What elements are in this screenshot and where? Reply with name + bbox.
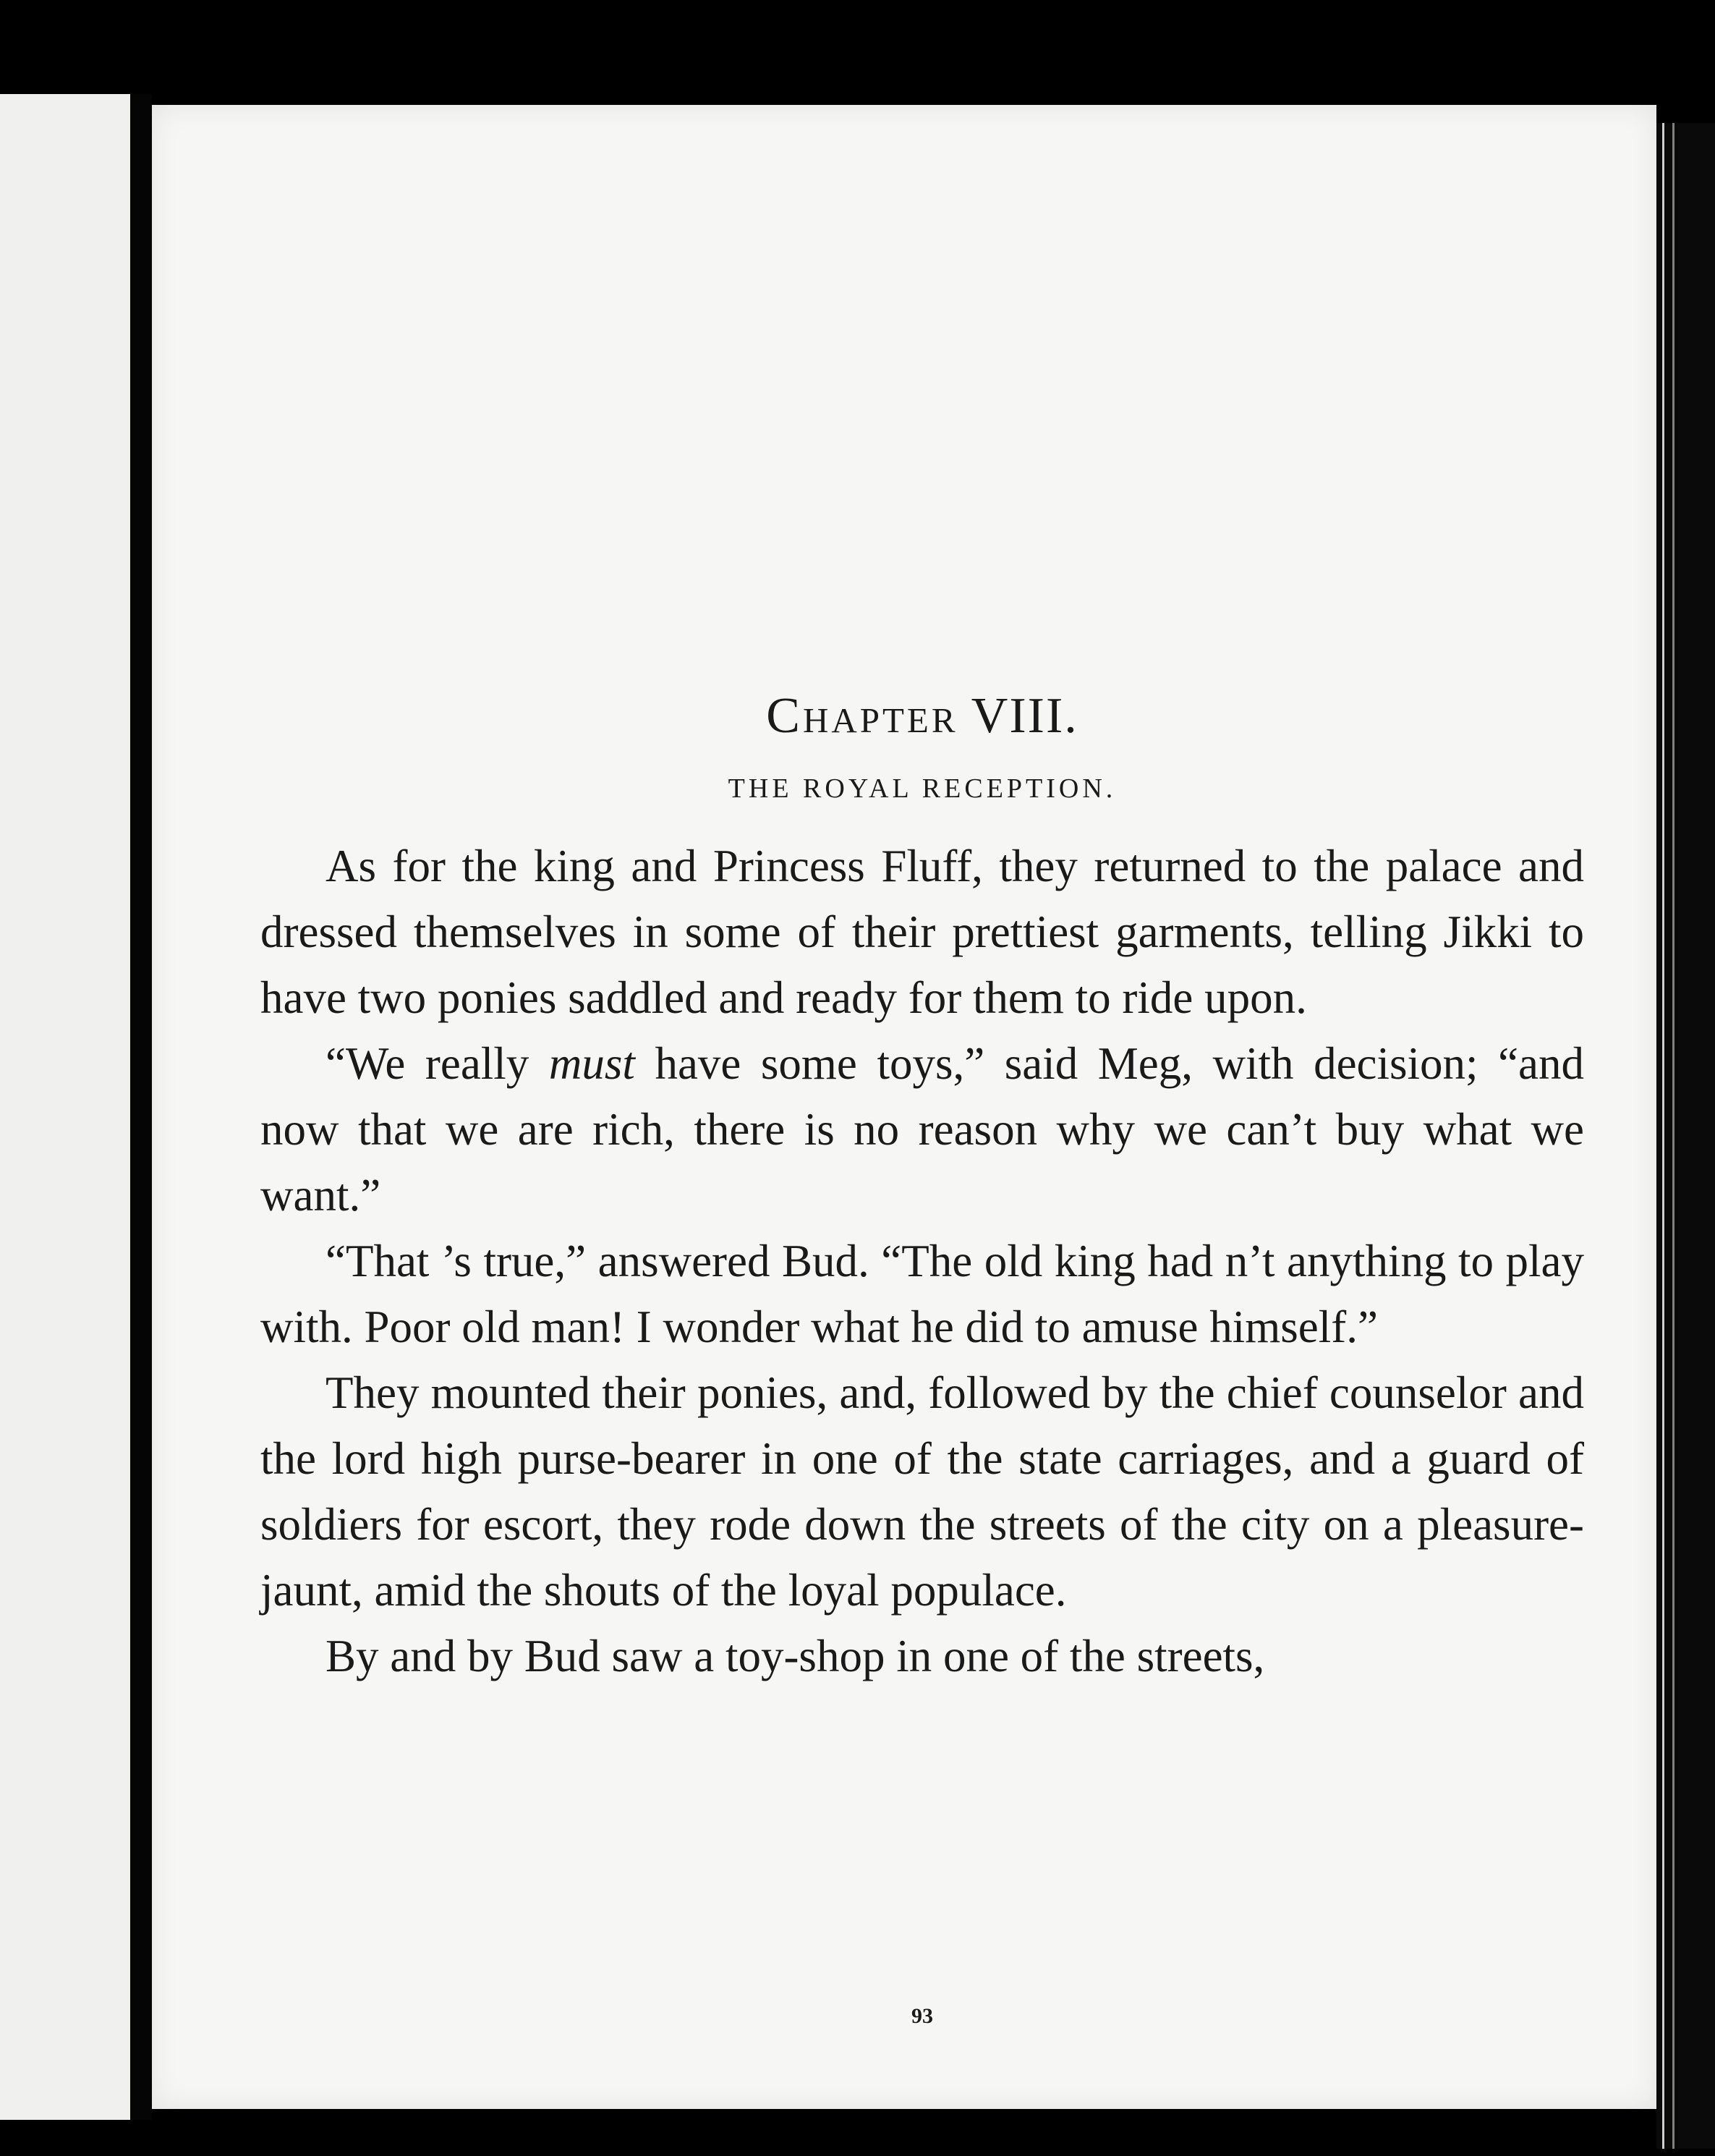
chapter-number: VIII.: [971, 688, 1078, 744]
page-edge-line: [1672, 123, 1674, 2149]
emphasis-must: must: [548, 1038, 635, 1089]
page-stack-edge: [1656, 123, 1715, 2149]
paragraph-2-end: have some toys,” said Meg, with decision; “and now that we are rich, there is no reason why we can’t buy what we want.”: [260, 1038, 1584, 1221]
page-content: [260, 687, 1584, 2028]
facing-page-edge: [0, 94, 130, 2120]
chapter-label: Chapter: [766, 688, 958, 744]
page-edge-line: [1662, 123, 1664, 2149]
paragraph-5: By and by Bud saw a toy-shop in one of the streets,: [325, 1631, 1265, 1681]
chapter-heading: [260, 687, 1584, 745]
paragraph-2-start: “We really: [325, 1038, 549, 1089]
paragraph-4: They mounted their ponies, and, followed by the chief counselor and the lord high purse-bearer in one of the state carriages, and a guard of soldiers for escort, they rode down the streets of the city on a pleasure-jaunt, amid the shouts of the loyal populace.: [260, 1367, 1584, 1616]
paragraph-2: [260, 1031, 1584, 1228]
book-gutter: [130, 94, 152, 2120]
chapter-subtitle: THE ROYAL RECEPTION.: [728, 773, 1117, 804]
paragraph-1: As for the king and Princess Fluff, they returned to the palace and dressed themselves in some of their prettiest garments, telling Jikki to have two ponies saddled and ready for them to ride upon.: [260, 841, 1584, 1023]
paragraph-3: “That ’s true,” answered Bud. “The old king had n’t anything to play with. Poor old man! I wonder what he did to amuse himself.”: [260, 1236, 1584, 1352]
page-number: 93: [911, 2004, 933, 2028]
book-page: [152, 105, 1656, 2109]
